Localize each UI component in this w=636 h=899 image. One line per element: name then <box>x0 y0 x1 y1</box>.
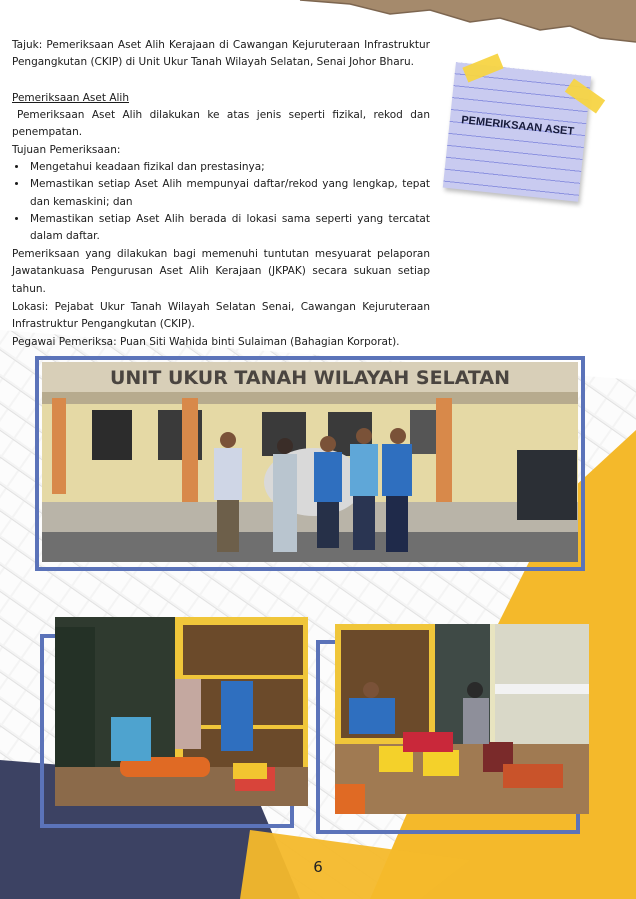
list-item: • Memastikan setiap Aset Alih mempunyai daftar/rekod yang lengkap, tepat dan kemaskini; dan <box>28 176 430 211</box>
storeroom-photo-right <box>335 624 589 814</box>
purpose-paragraph: Pemeriksaan yang dilakukan bagi memenuhi tuntutan mesyuarat pelaporan Jawatankuasa Pengurusan Aset Alih Kerajaan (JKPAK) secara sukuan setiap tahun. <box>12 248 430 295</box>
inspector-line: Pegawai Pemeriksa: Puan Siti Wahida binti Sulaiman (Bahagian Korporat). <box>12 336 400 348</box>
storeroom-photo-left <box>55 617 308 806</box>
sticky-note <box>443 62 591 202</box>
list-item: • Mengetahui keadaan fizikal dan prestasinya; <box>28 159 430 176</box>
sticky-note-label: PEMERIKSAAN ASET <box>460 114 575 138</box>
document-title: Tajuk: Pemeriksaan Aset Alih Kerajaan di Cawangan Kejuruteraan Infrastruktur Pengangkutan (CKIP) di Unit Ukur Tanah Wilayah Selatan, Senai Johor Bharu. <box>12 39 430 69</box>
objectives-list <box>12 159 430 245</box>
page-number: 6 <box>313 858 323 876</box>
building-sign: UNIT UKUR TANAH WILAYAH SELATAN <box>109 367 511 389</box>
objectives-label: Tujuan Pemeriksaan: <box>12 144 121 156</box>
section-heading: Pemeriksaan Aset Alih <box>12 92 129 104</box>
list-item: • Memastikan setiap Aset Alih berada di lokasi sama seperti yang tercatat dalam daftar. <box>28 211 430 246</box>
group-photo <box>42 362 578 562</box>
intro-paragraph: Pemeriksaan Aset Alih dilakukan ke atas jenis seperti fizikal, rekod dan penempatan. <box>12 109 430 139</box>
location-paragraph: Lokasi: Pejabat Ukur Tanah Wilayah Selatan Senai, Cawangan Kejuruteraan Infrastruktur Pengangkutan (CKIP). <box>12 301 430 331</box>
